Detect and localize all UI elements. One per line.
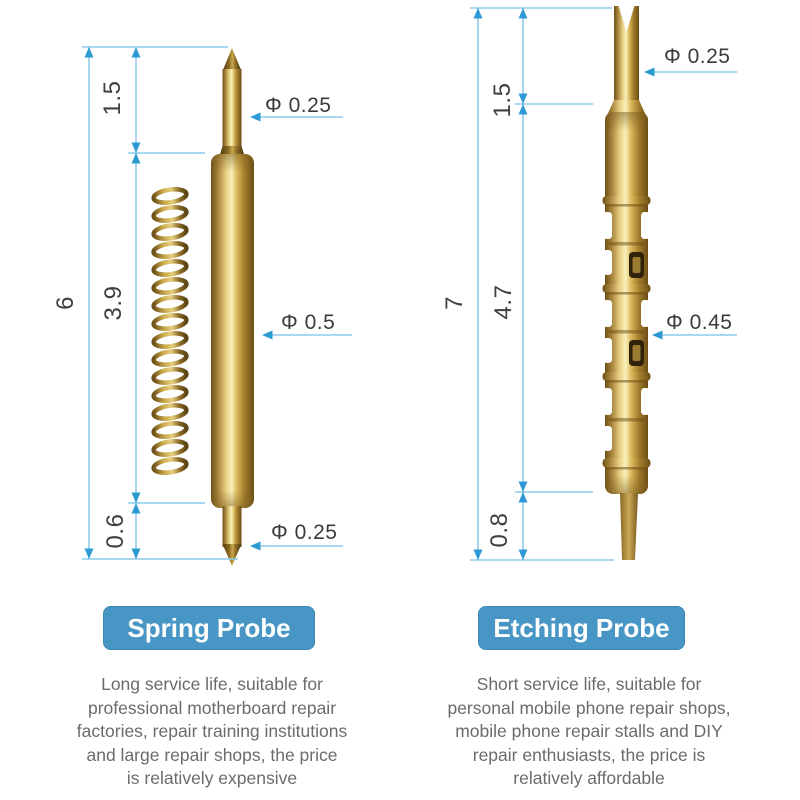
left-body-diameter-label: Φ 0.5 bbox=[281, 311, 336, 334]
right-body-length-label: 4.7 bbox=[490, 284, 517, 320]
probe-bottom-collar-shadow bbox=[605, 467, 648, 470]
right-tip-length-label: 1.5 bbox=[489, 82, 516, 118]
description-line: is relatively expensive bbox=[126, 768, 298, 788]
description-line: factories, repair training institutions bbox=[76, 721, 348, 741]
description-line: professional motherboard repair bbox=[87, 697, 337, 718]
spring-probe-description bbox=[47, 673, 377, 791]
description-line: Long service life, suitable for bbox=[101, 674, 323, 694]
description-line: relatively affordable bbox=[513, 768, 665, 788]
probe-blade-tail bbox=[620, 493, 638, 560]
left-tail-length-label: 0.6 bbox=[102, 513, 129, 549]
description-line: personal mobile phone repair shops, bbox=[447, 697, 731, 718]
spring-probe-illustration bbox=[211, 48, 254, 566]
right-tail-length-label: 0.8 bbox=[486, 512, 513, 548]
spring-coil-illustration bbox=[153, 187, 187, 474]
dimension-arrowheads bbox=[85, 8, 663, 560]
etching-probe-description bbox=[424, 673, 754, 791]
probe-tail-cone bbox=[223, 544, 242, 566]
right-body-diameter-label: Φ 0.45 bbox=[666, 311, 733, 334]
description-line: repair enthusiasts, the price is bbox=[472, 744, 706, 765]
left-tip-length-label: 1.5 bbox=[99, 80, 126, 116]
probe-tip-shaft bbox=[223, 69, 242, 149]
probe-barrel-shading bbox=[211, 154, 254, 508]
left-tail-diameter-label: Φ 0.25 bbox=[271, 521, 338, 544]
left-overall-length-label: 6 bbox=[52, 296, 79, 310]
left-tip-diameter-label: Φ 0.25 bbox=[265, 94, 332, 117]
probe-tip-cone bbox=[223, 48, 242, 71]
description-line: and large repair shops, the price bbox=[86, 744, 338, 765]
spring-probe-badge: Spring Probe bbox=[103, 606, 315, 650]
right-overall-length-label: 7 bbox=[441, 296, 468, 310]
probe-tail-shaft bbox=[223, 506, 242, 547]
description-line: Short service life, suitable for bbox=[476, 674, 702, 694]
description-line: mobile phone repair stalls and DIY bbox=[455, 721, 723, 741]
etching-probe-illustration bbox=[603, 4, 651, 560]
probe-bottom-collar bbox=[603, 458, 651, 468]
left-body-length-label: 3.9 bbox=[100, 285, 127, 321]
etching-probe-badge: Etching Probe bbox=[478, 606, 685, 650]
right-tip-diameter-label: Φ 0.25 bbox=[664, 45, 731, 68]
